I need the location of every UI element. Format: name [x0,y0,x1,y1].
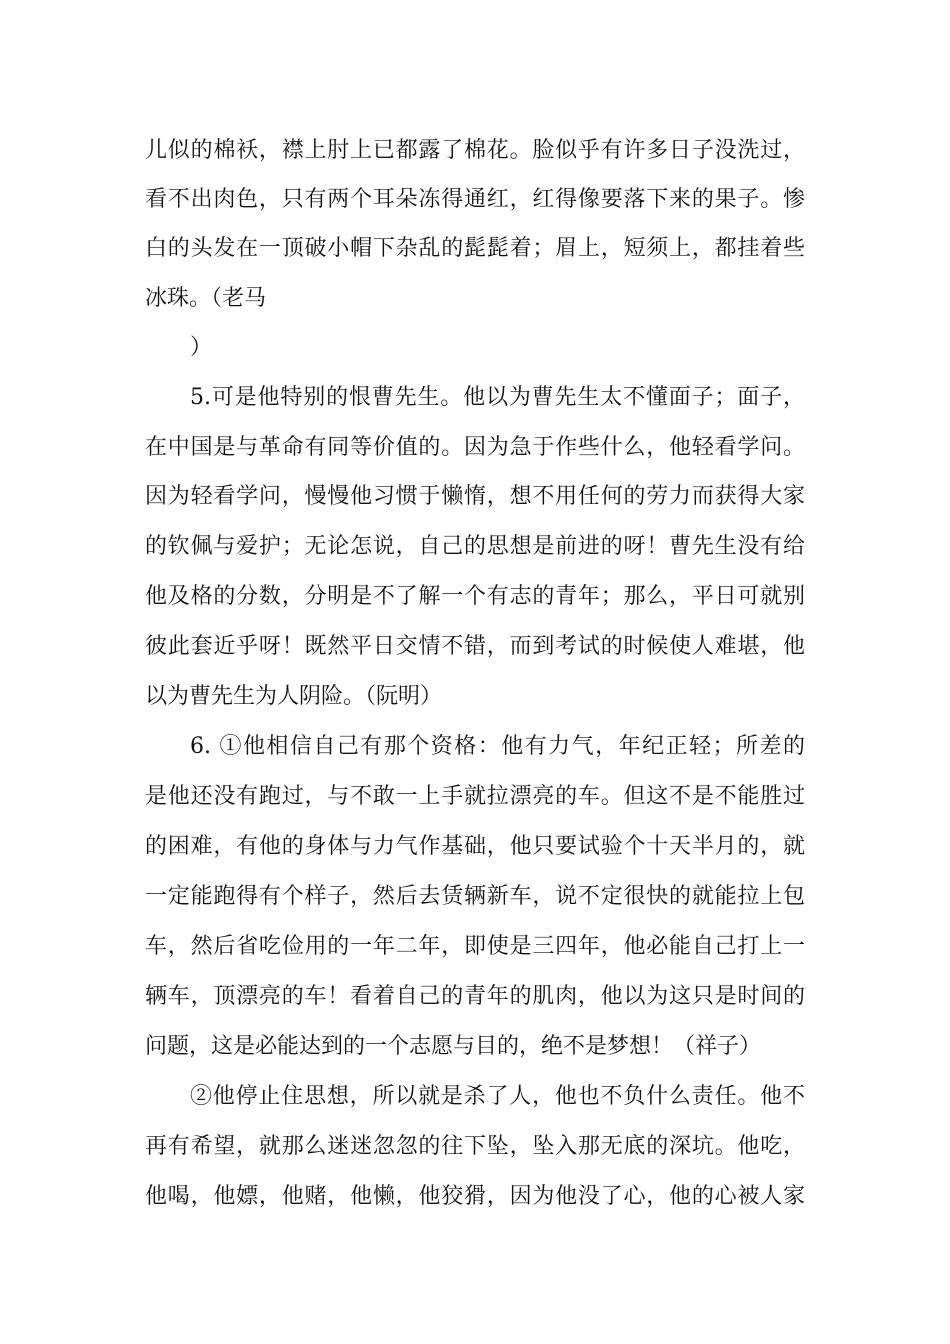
paragraph-6-start: 6. ①他相信自己有那个资格：他有力气，年纪正轻；所差的 [190,734,805,759]
text-line: 是他还没有跑过，与不敢一上手就拉漂亮的车。但这不是不能胜过 [145,784,805,809]
text-line: 再有希望，就那么迷迷忽忽的往下坠，坠入那无底的深坑。他吃， [145,1134,805,1159]
paragraph-5-start: 5.可是他特别的恨曹先生。他以为曹先生太不懂面子；面子， [190,385,805,410]
text-line: 的钦佩与爱护；无论怎说，自己的思想是前进的呀！曹先生没有给 [145,534,805,559]
text-line: 看不出肉色，只有两个耳朵冻得通红，红得像要落下来的果子。惨 [145,187,805,212]
text-line: 辆车，顶漂亮的车！看着自己的青年的肌肉，他以为这只是时间的 [145,984,805,1009]
text-line: 冰珠。（老马 [145,286,267,311]
text-line: 一定能跑得有个样子，然后去赁辆新车，说不定很快的就能拉上包 [145,884,805,909]
text-line: 的困难，有他的身体与力气作基础，他只要试验个十天半月的，就 [145,834,805,859]
text-line: 车，然后省吃俭用的一年二年，即使是三四年，他必能自己打上一 [145,934,805,959]
text-line: 儿似的棉袄，襟上肘上已都露了棉花。脸似乎有许多日子没洗过， [145,138,805,163]
text-line: 彼此套近乎呀！既然平日交情不错，而到考试的时候使人难堪，他 [145,634,805,659]
text-line: 他及格的分数，分明是不了解一个有志的青年；那么，平日可就别 [145,584,805,609]
text-line: 在中国是与革命有同等价值的。因为急于作些什么，他轻看学问。 [145,435,805,460]
text-line: 他喝，他嫖，他赌，他懒，他狡猾，因为他没了心，他的心被人家 [145,1184,805,1209]
text-line: 因为轻看学问，慢慢他习惯于懒惰，想不用任何的劳力而获得大家 [145,484,805,509]
text-line: ） [190,335,213,360]
text-line: 白的头发在一顶破小帽下杂乱的髭髭着；眉上，短须上，都挂着些 [145,236,805,261]
paragraph-6-2-start: ②他停止住思想，所以就是杀了人，他也不负什么责任。他不 [190,1084,805,1109]
text-line: 以为曹先生为人阴险。（阮明） [145,684,443,709]
text-line: 问题，这是必能达到的一个志愿与目的，绝不是梦想！（祥子） [145,1034,762,1059]
